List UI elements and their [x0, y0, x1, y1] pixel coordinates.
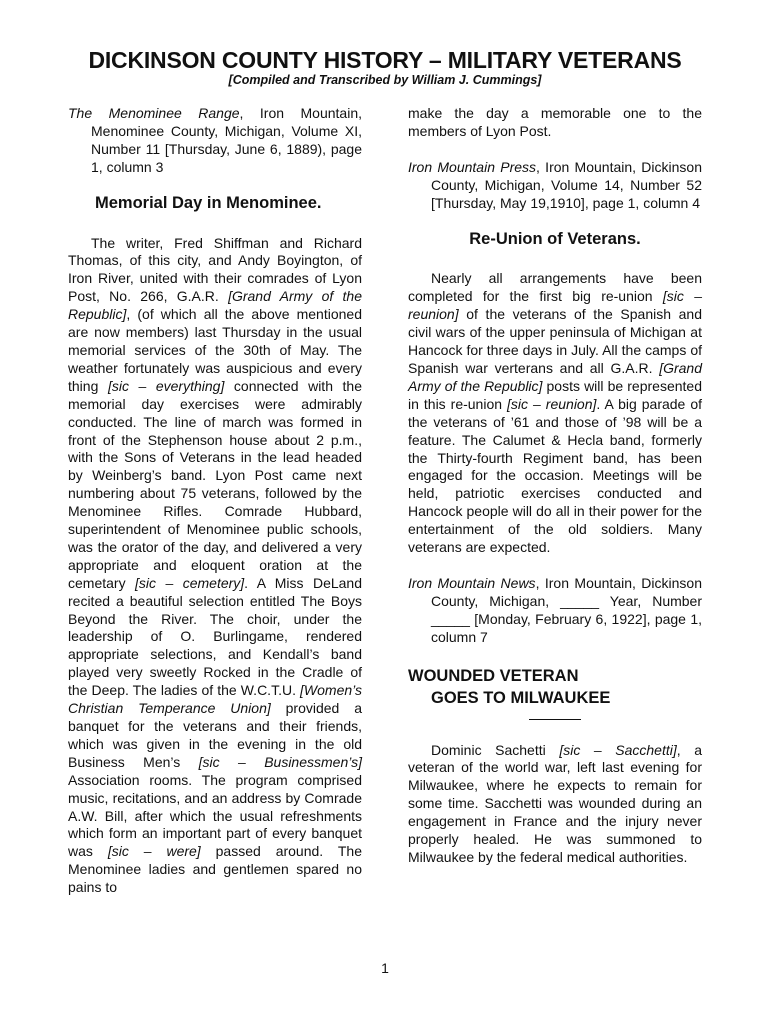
editorial-note: [Grand Army of the Republic]: [408, 359, 702, 394]
page-subtitle: [Compiled and Transcribed by William J. Cummings]: [228, 73, 542, 87]
heading-line-2: GOES TO MILWAUKEE: [431, 688, 611, 707]
editorial-note: [sic – Sacchetti]: [559, 741, 677, 758]
article-reunion: [408, 270, 702, 557]
editorial-note: [sic – reunion]: [408, 288, 702, 323]
text-run: , (of which all the above mentioned are now members) last Thursday in the usual memorial services of the 30th of May. The weather fortunately was auspicious and every thing: [68, 306, 362, 394]
text-run: provided a banquet for the veterans and their friends, which was given in the evening in the old Business Men’s: [68, 700, 362, 770]
page-number: 1: [381, 960, 389, 976]
text-run: Nearly all arrangements have been completed for the first big re-union: [408, 270, 702, 305]
text-run: . A Miss DeLand recited a beautiful selection entitled The Boys Beyond the River. The choir, under the leadership of O. Burlingame, rendered appropriate selections, and Kendall’s band played very sweetly Rocked in the Cradle of the Deep. The ladies of the W.C.T.U.: [68, 574, 363, 699]
heading-line-1: WOUNDED VETERAN: [408, 666, 579, 685]
citation-publication: Iron Mountain Press: [408, 158, 537, 175]
editorial-note: [Women’s Christian Temperance Union]: [68, 682, 362, 717]
article-continuation: make the day a memorable one to the members of Lyon Post.: [408, 105, 702, 139]
citation-iron-mountain-news: [408, 575, 702, 647]
left-column: [68, 105, 362, 897]
citation-menominee-range: [68, 105, 362, 177]
text-run: posts will be represented in this re-union: [408, 377, 702, 412]
citation-details: , Iron Mountain, Menominee County, Michigan, Volume XI, Number 11 [Thursday, June 6, 1889), page 1, column 3: [91, 105, 362, 175]
text-run: . A big parade of the veterans of ’61 and those of ’98 will be a feature. The Calumet & Hecla band, formerly the Thirty-fourth Regiment band, has been engaged for the occasion. Meetings will be held, patriotic exercises conducted and Hancock people will do all in their power for the entertainment of the old soldiers. Many veterans are expected.: [408, 395, 703, 556]
text-run: Dominic Sachetti: [431, 741, 560, 758]
citation-details: , Iron Mountain, Dickinson County, Michigan, _____ Year, Number _____ [Monday, February 6, 1922], page 1, column 7: [431, 574, 702, 645]
editorial-note: [sic – cemetery]: [135, 574, 245, 591]
editorial-note: [sic – were]: [107, 843, 201, 860]
editorial-note: [Grand Army of the Republic]: [68, 288, 362, 323]
editorial-note: [sic – everything]: [107, 377, 225, 394]
page-title: DICKINSON COUNTY HISTORY – MILITARY VETERANS: [88, 47, 682, 73]
heading-reunion: Re-Union of Veterans.: [469, 229, 641, 248]
heading-memorial-day: Memorial Day in Menominee.: [95, 193, 322, 212]
heading-wounded-veteran: [408, 665, 702, 709]
heading-underline: [529, 719, 581, 720]
text-run: Association rooms. The program comprised music, recitations, and an address by Comrade A.W. Bill, after which the usual refreshments which form an important part of every banquet was: [68, 771, 362, 860]
editorial-note: [sic – Businessmen’s]: [198, 753, 362, 770]
text-run: connected with the memorial day exercises were admirably conducted. The line of march was formed in front of the Stephenson house about 2 p.m., with the Sons of Veterans in the lead headed by Weinberg’s band. Lyon Post came next numbering about 75 veterans, followed by the Menominee Rifles. Comrade Hubbard, superintendent of Menominee public schools, was the orator of the day, and delivered a very appropriate and eloquent oration at the cemetary: [68, 377, 363, 591]
article-wounded-veteran: [408, 742, 702, 867]
editorial-note: [sic – reunion]: [507, 395, 597, 412]
citation-details: , Iron Mountain, Dickinson County, Michigan, Volume 14, Number 52 [Thursday, May 19,1910], page 1, column 4: [431, 158, 702, 211]
text-run: , a veteran of the world war, left last evening for Milwaukee, where he expects to remain for some time. Sacchetti was wounded during an engagement in France and the injury never properly healed. He was summoned to Milwaukee by the federal medical authorities.: [408, 741, 702, 865]
text-run: The writer, Fred Shiffman and Richard Thomas, of this city, and Andy Boyington, of Iron River, united with their comrades of Lyon Post, No. 266, G.A.R.: [68, 234, 362, 305]
right-column: [408, 105, 702, 867]
citation-publication: The Menominee Range: [68, 105, 240, 121]
citation-publication: Iron Mountain News: [408, 574, 536, 591]
text-run: passed around. The Menominee ladies and gentlemen spared no pains to: [68, 843, 362, 896]
article-memorial-day: [68, 235, 362, 898]
citation-iron-mountain-press: [408, 159, 702, 213]
text-run: of the veterans of the Spanish and civil wars of the upper peninsula of Michigan at Hancock for three days in July. All the camps of Spanish war verterans and all G.A.R.: [408, 306, 702, 376]
